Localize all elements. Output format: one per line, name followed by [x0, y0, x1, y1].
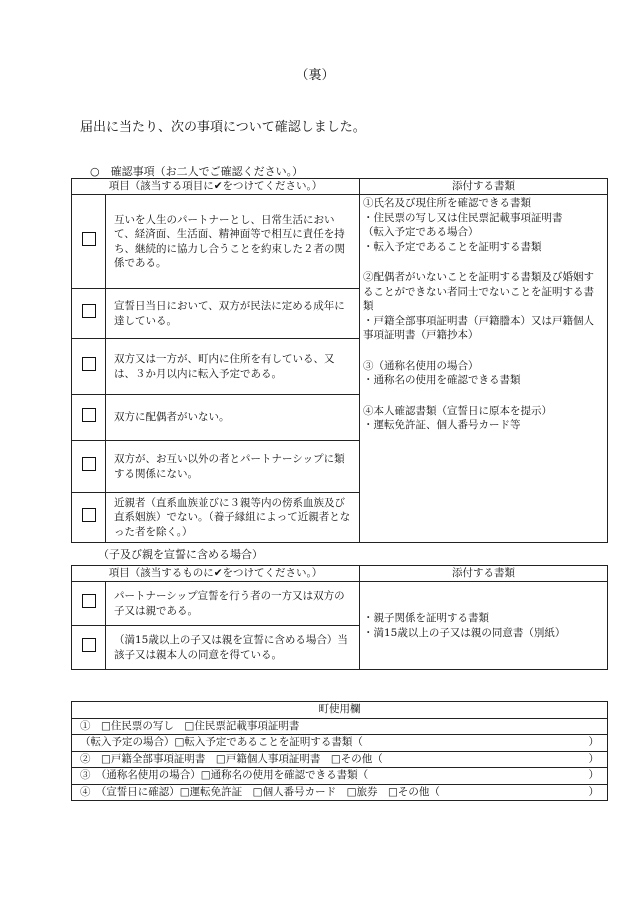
- section2-title: （子及び親を宣誓に含める場合）: [98, 548, 263, 561]
- child-parent-table: [71, 565, 608, 670]
- checkbox[interactable]: [82, 638, 96, 652]
- town-use-row-text: （転入予定の場合）□転入予定であることを証明する書類（: [80, 736, 363, 748]
- col-header-item: 項目（該当する項目に✔をつけてください。）: [72, 179, 360, 195]
- docs-line: ・転入予定であることを証明する書類: [363, 240, 542, 253]
- docs-line: ②配偶者がいないことを証明する書類及び婚姻することができない者同士でないことを証明する書類: [363, 271, 594, 312]
- docs-line: ・親子関係を証明する書類: [363, 612, 489, 624]
- docs-line: ・運転免許証、個人番号カード等: [363, 419, 521, 431]
- docs-line: ・通称名の使用を確認できる書類: [363, 374, 521, 386]
- table-row: [72, 195, 608, 289]
- town-use-row: [72, 718, 608, 735]
- town-use-title: 町使用欄: [72, 702, 608, 719]
- paren-close: ）: [588, 785, 599, 798]
- docs-cell: [360, 582, 608, 670]
- checkbox[interactable]: [82, 232, 96, 246]
- paren-close: ）: [588, 752, 599, 765]
- checkbox[interactable]: [82, 594, 96, 608]
- item-text: 双方に配偶者がいない。: [106, 395, 360, 441]
- town-use-row-text: ④ （宣誓日に確認）□運転免許証 □個人番号カード □旅券 □その他（: [80, 785, 440, 798]
- docs-line: ③（通称名使用の場合）: [363, 359, 479, 372]
- item-text: 双方が、お互い以外の者とパートナーシップに類する関係にない。: [106, 441, 360, 493]
- item-text: 互いを人生のパートナーとし、日常生活において、経済面、生活面、精神面等で相互に責任を持ち、継続的に協力し合うことを約束した２者の関係である。: [106, 195, 360, 289]
- intro-text: 届出に当たり、次の事項について確認しました。: [80, 120, 366, 135]
- checkbox[interactable]: [82, 457, 96, 471]
- col-header-docs: 添付する書類: [360, 179, 608, 195]
- docs-line: ・満15歳以上の子又は親の同意書（別紙）: [363, 626, 566, 639]
- page-heading: （裏）: [295, 68, 335, 83]
- docs-line: ・住民票の写し又は住民票記載事項証明書: [363, 211, 563, 224]
- col-header-docs: 添付する書類: [360, 566, 608, 582]
- town-use-row: [72, 784, 608, 801]
- town-use-row: [72, 768, 608, 785]
- town-use-row-text: ③ （通称名使用の場合）□通称名の使用を確認できる書類（: [80, 769, 369, 781]
- checkbox[interactable]: [82, 508, 96, 522]
- town-use-row: [72, 751, 608, 768]
- checkbox[interactable]: [82, 408, 96, 422]
- item-text: 宣誓日当日において、双方が民法に定める成年に達している。: [106, 289, 360, 339]
- confirmation-table: [71, 178, 608, 543]
- section1-title: ○ 確認事項（お二人でご確認ください。）: [90, 165, 304, 178]
- item-text: 双方又は一方が、町内に住所を有している、又は、３か月以内に転入予定である。: [106, 339, 360, 395]
- docs-line: ①氏名及び現住所を確認できる書類: [363, 197, 531, 209]
- col-header-item: 項目（該当するものに✔をつけてください。）: [72, 566, 360, 582]
- table-row: [72, 582, 608, 626]
- docs-line: ④本人確認書類（宣誓日に原本を提示）: [363, 404, 552, 417]
- item-text: 近親者（直系血族並びに３親等内の傍系血族及び直系姻族）でない。（養子縁組によって近親者となった者を除く。）: [106, 493, 360, 543]
- item-text: パートナーシップ宣誓を行う者の一方又は双方の子又は親である。: [106, 582, 360, 626]
- docs-cell: [360, 195, 608, 543]
- town-use-row-text: ② □戸籍全部事項証明書 □戸籍個人事項証明書 □その他（: [80, 752, 383, 765]
- checkbox[interactable]: [82, 304, 96, 318]
- town-use-table: [71, 701, 608, 801]
- docs-line: ・戸籍全部事項証明書（戸籍謄本）又は戸籍個人事項証明書（戸籍抄本）: [363, 314, 594, 341]
- checkbox[interactable]: [82, 357, 96, 371]
- paren-close: ）: [588, 736, 599, 748]
- paren-close: ）: [588, 769, 599, 781]
- town-use-row: [72, 735, 608, 752]
- item-text: （満15歳以上の子又は親を宣誓に含める場合）当該子又は親本人の同意を得ている。: [106, 626, 360, 670]
- docs-line: （転入予定である場合）: [363, 226, 479, 238]
- town-use-row-text: ① □住民票の写し □住民票記載事項証明書: [80, 719, 300, 732]
